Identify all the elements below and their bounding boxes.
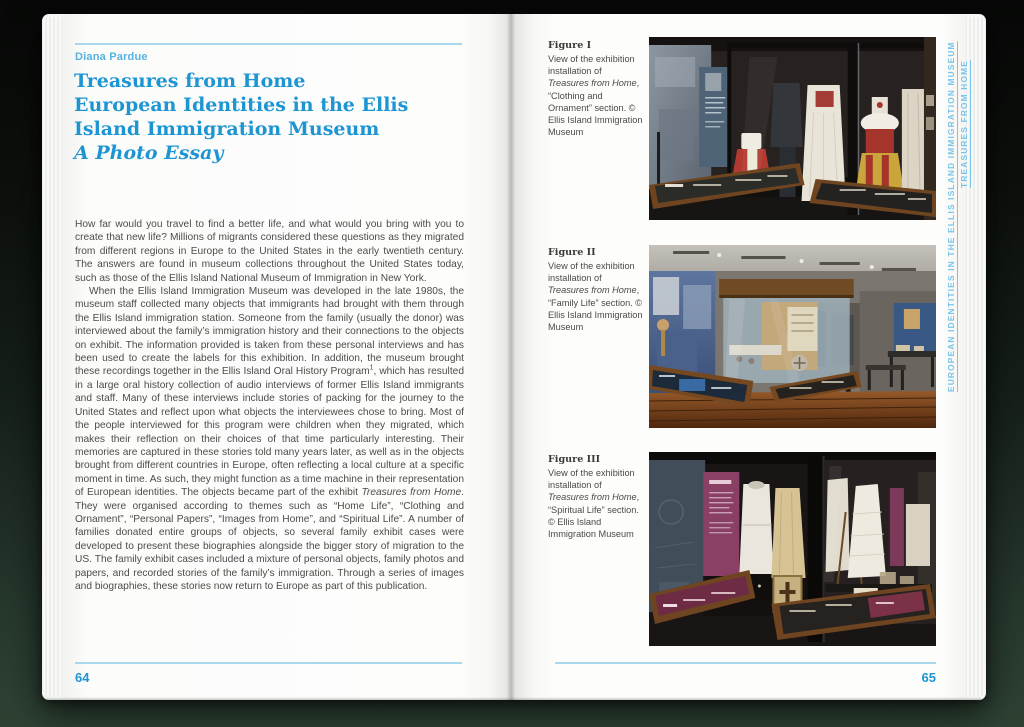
book-bottom-edge	[46, 697, 982, 700]
figure-1-caption-block	[548, 40, 644, 138]
body-text	[75, 218, 464, 593]
page-edge-stack-left	[42, 17, 62, 697]
margin-running-title: TREASURES FROM HOME	[959, 60, 969, 188]
figure-3-photo	[649, 452, 936, 646]
figure-3-caption-block	[548, 454, 644, 540]
figure-2-label: Figure II	[548, 247, 596, 258]
figure-1-caption: View of the exhibition installation of Treasures from Home, “Clothing and Ornament” section. © Ellis Island Immigration Museum	[548, 54, 643, 138]
figure-1-label: Figure I	[548, 40, 592, 51]
figure-2-photo	[649, 245, 936, 428]
author-name: Diana Pardue	[75, 51, 148, 63]
article-title	[74, 69, 474, 165]
footer-rule-right	[555, 662, 936, 664]
figure-3-caption: View of the exhibition installation of Treasures from Home, “Spiritual Life” section. © Ellis Island Immigration Museum	[548, 468, 640, 540]
margin-running-subtitle: EUROPEAN IDENTITIES IN THE ELLIS ISLAND IMMIGRATION MUSEUM	[946, 41, 956, 392]
page-number-left: 64	[75, 670, 90, 685]
figure-1-photo	[649, 37, 936, 220]
article-title-line-2: European Identities in the Ellis	[74, 94, 409, 116]
figure-2-caption-block	[548, 247, 644, 333]
paragraph-1: How far would you travel to find a better life, and what would you bring with you to create that new life? Millions of migrants considered these questions as they migrated from different regions in Europe to the United States in the early twentieth century. The answers are found in museum collections throughout the United States today, such as those of the Ellis Island National Museum of Immigration in New York.	[75, 219, 464, 284]
header-rule	[75, 43, 462, 45]
article-title-line-1: Treasures from Home	[74, 70, 306, 92]
footer-rule-left	[75, 662, 462, 664]
article-subtitle: A Photo Essay	[74, 142, 224, 164]
figure-3-label: Figure III	[548, 454, 601, 465]
paragraph-2: When the Ellis Island Immigration Museum was developed in the late 1980s, the museum staff collected many objects that immigrants had brought with them through the Ellis Island immigration station. Someone from the family (usually the donor) was interviewed about the family’s immigration history and their connections to the objects on exhibit. The information provided is taken from these personal interviews and has been used to create the labels for this exhibition. In addition, the museum brought these recordings together in the Ellis Island Oral History Program$^1$, which has resulted in a large oral history collection of audio interviews of former Ellis Island immigrants and staff. Many of these interviews include stories of packing for the journey to the United States and reflect upon what objects the interviewees chose to bring. Most of the people interviewed for this program were children when they migrated, which makes their reflection on their choices of that time particularly interesting. Their memories are captured in these stories told many years later, as well as in the objects brought from different countries in Europe, often reflecting a local culture at a specific moment in time. As such, they might function as a time machine in their representation of European identities. The objects became part of the exhibit Treasures from Home. They were organised according to themes such as “Home Life”, “Clothing and Ornament”, “Personal Papers”, “Images from Home”, and “Spiritual Life”. A number of families donated entire groups of objects, so several family exhibit cases were developed to present these biographies alongside the bigger story of migration to the US. The family exhibit cases included a mixture of personal objects, family photos and papers, and recorded stories of the family’s immigration. Through a series of images and biographies, these stories now return to Europe as part of this publication.	[75, 286, 465, 592]
figure-2-caption: View of the exhibition installation of Treasures from Home, “Family Life” section. © Ellis Island Immigration Museum	[548, 261, 643, 333]
open-book	[42, 14, 986, 700]
article-title-line-3: Island Immigration Museum	[74, 118, 380, 140]
page-number-right: 65	[921, 670, 936, 685]
